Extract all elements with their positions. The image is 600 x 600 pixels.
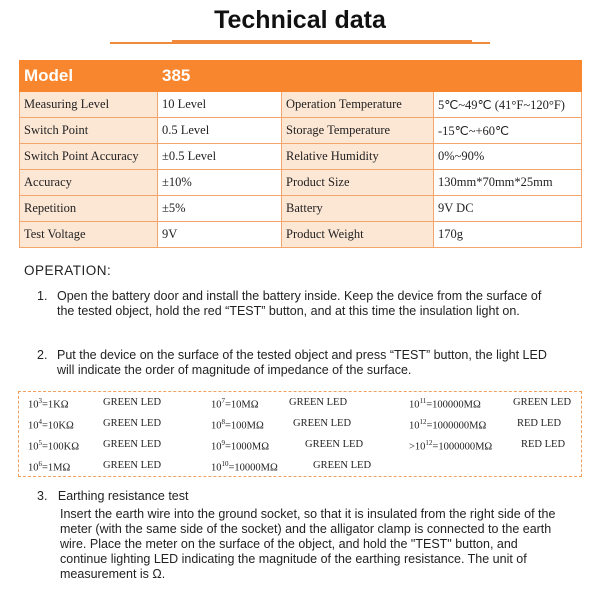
page-title: Technical data	[214, 6, 386, 34]
led-threshold: $>10^{12}=1000000M\Omega$	[409, 439, 493, 453]
spec-value: 9V	[158, 222, 282, 248]
spec-label: Switch Point Accuracy	[20, 144, 158, 170]
spec-header-row	[20, 61, 582, 92]
spec-header-model-number: 385	[158, 61, 582, 92]
spec-value: 9V DC	[434, 196, 582, 222]
spec-value: 130mm*70mm*25mm	[434, 170, 582, 196]
spec-row	[20, 92, 582, 118]
spec-label: Measuring Level	[20, 92, 158, 118]
led-threshold: $10^5=100K\Omega$	[28, 439, 80, 453]
spec-value: ±0.5 Level	[158, 144, 282, 170]
spec-label: Battery	[282, 196, 434, 222]
spec-row	[20, 118, 582, 144]
led-threshold: $10^{11}=100000M\Omega$	[409, 397, 481, 411]
spec-row	[20, 196, 582, 222]
operation-step-3-title	[37, 489, 188, 503]
spec-value: ±10%	[158, 170, 282, 196]
led-color: GREEN LED	[293, 418, 352, 429]
led-color: GREEN LED	[289, 397, 348, 408]
spec-value: ±5%	[158, 196, 282, 222]
led-color: GREEN LED	[103, 397, 162, 408]
led-threshold: $10^8=100M\Omega$	[211, 418, 264, 432]
step-text: Open the battery door and install the battery inside. Keep the device from the surface of the tested object, hold the red “TEST” button, and at this time the insulation light on.	[57, 289, 542, 318]
step-heading: Earthing resistance test	[57, 489, 189, 503]
spec-label: Test Voltage	[20, 222, 158, 248]
led-threshold: $10^{10}=10000M\Omega$	[211, 460, 278, 474]
spec-table	[19, 60, 582, 248]
led-color: GREEN LED	[103, 418, 162, 429]
led-color: GREEN LED	[305, 439, 364, 450]
led-color: RED LED	[517, 418, 562, 429]
spec-row	[20, 144, 582, 170]
spec-row	[20, 170, 582, 196]
spec-value: 10 Level	[158, 92, 282, 118]
step-number: 2.	[37, 348, 48, 362]
led-color: RED LED	[521, 439, 566, 450]
led-color: GREEN LED	[103, 460, 162, 471]
step-number: 1.	[37, 289, 48, 303]
spec-label: Product Weight	[282, 222, 434, 248]
led-indicator-table	[18, 391, 582, 477]
spec-label: Relative Humidity	[282, 144, 434, 170]
led-threshold: $10^6=1M\Omega$	[28, 460, 71, 474]
spec-label: Repetition	[20, 196, 158, 222]
led-threshold: $10^4=10K\Omega$	[28, 418, 74, 432]
operation-heading: OPERATION:	[24, 263, 112, 278]
spec-value: 0%~90%	[434, 144, 582, 170]
spec-label: Product Size	[282, 170, 434, 196]
led-threshold: $10^9=1000M\Omega$	[211, 439, 270, 453]
spec-row	[20, 222, 582, 248]
led-threshold: $10^{12}=1000000M\Omega$	[409, 418, 487, 432]
operation-step-3-text: Insert the earth wire into the ground socket, so that it is insulated from the right side of the meter (with the same side of the socket) and the alligator clamp is connected to the earth wire. Place the meter on the surface of the object, and hold the "TEST" button, and continue lighting LED indicating the magnitude of the earthing resistance. The unit of measurement is Ω.	[60, 507, 556, 581]
led-color: GREEN LED	[313, 460, 372, 471]
led-threshold: $10^3=1K\Omega$	[28, 397, 69, 411]
step-text: Put the device on the surface of the tested object and press “TEST” button, the light LED will indicate the order of magnitude of impedance of the surface.	[57, 348, 547, 377]
spec-value: 0.5 Level	[158, 118, 282, 144]
spec-value: -15℃~+60℃	[434, 118, 582, 144]
spec-value: 170g	[434, 222, 582, 248]
led-threshold: $10^7=10M\Omega$	[211, 397, 259, 411]
spec-label: Operation Temperature	[282, 92, 434, 118]
step-number: 3.	[37, 489, 48, 503]
led-color: GREEN LED	[513, 397, 572, 408]
spec-label: Accuracy	[20, 170, 158, 196]
spec-label: Storage Temperature	[282, 118, 434, 144]
led-color: GREEN LED	[103, 439, 162, 450]
spec-header-model: Model	[20, 61, 158, 92]
title-underline	[110, 42, 490, 44]
spec-value: 5℃~49℃ (41°F~120°F)	[434, 92, 582, 118]
spec-label: Switch Point	[20, 118, 158, 144]
